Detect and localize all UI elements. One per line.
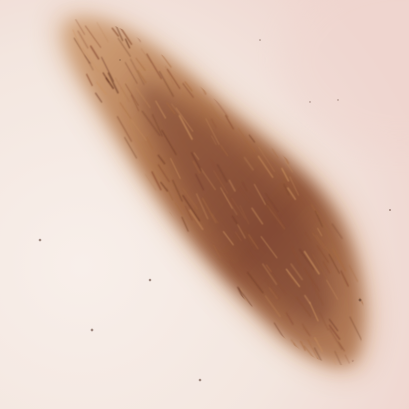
skin-speck — [359, 299, 362, 302]
skin-speck — [119, 59, 120, 60]
skin-speck — [389, 209, 391, 211]
skin-speck — [39, 239, 42, 242]
skin-speck — [259, 39, 261, 41]
skin-speck — [309, 101, 310, 102]
skin-speck — [91, 329, 94, 332]
skin-speck — [337, 99, 338, 100]
skin-speck — [149, 279, 152, 282]
skin-speck — [199, 379, 202, 382]
